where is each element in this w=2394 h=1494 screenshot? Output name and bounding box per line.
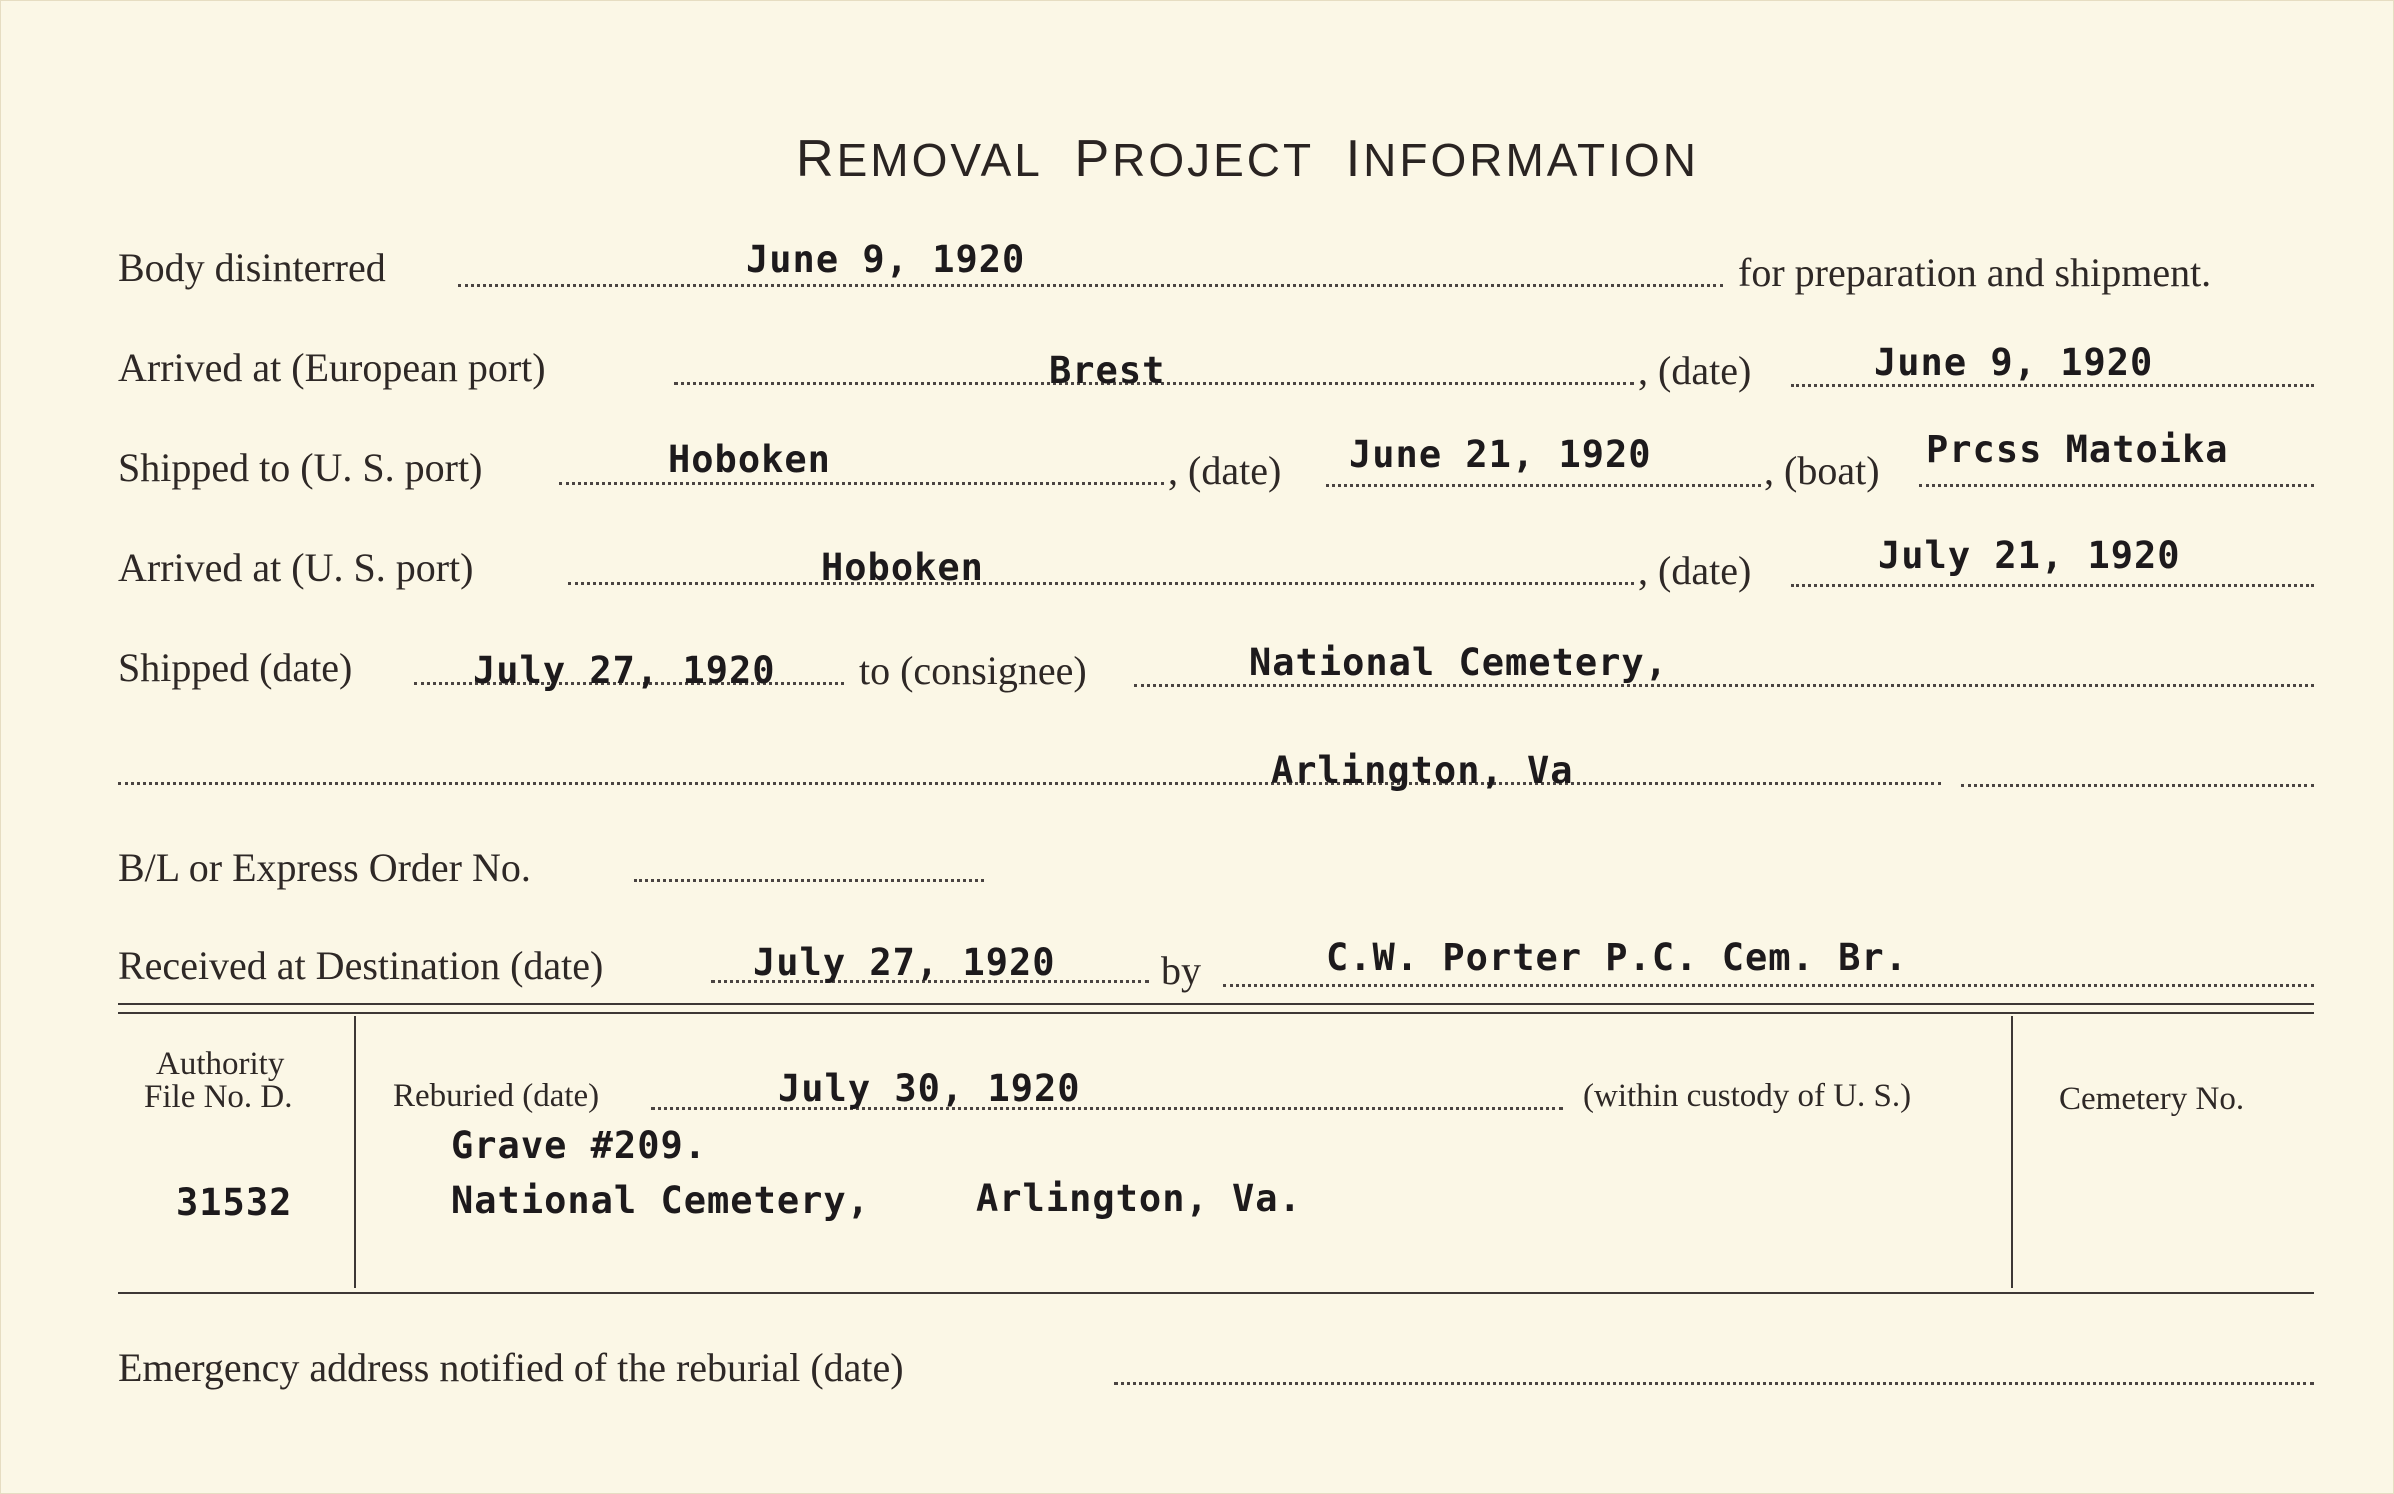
- reburied-label: Reburied (date): [393, 1078, 600, 1114]
- page-title: [796, 129, 1699, 189]
- authority-label-2: File No. D.: [144, 1079, 293, 1115]
- reburial-location: National Cemetery,: [451, 1179, 870, 1222]
- shipped-us-port: Hoboken: [668, 438, 831, 481]
- received-by-label: by: [1161, 948, 1201, 993]
- arrived-us-label: Arrived at (U. S. port): [118, 545, 474, 590]
- authority-label-1: Authority: [156, 1046, 285, 1082]
- arrived-us-date-label: , (date): [1638, 548, 1752, 593]
- divider-top-2: [118, 1012, 2314, 1014]
- consignee-value: National Cemetery,: [1249, 641, 1668, 684]
- title-char: P: [1074, 130, 1113, 188]
- arrived-us-date: July 21, 1920: [1878, 534, 2181, 577]
- body-disinterred-line: [458, 284, 1723, 287]
- arrived-european-date-line: [1791, 384, 2314, 387]
- body-disinterred-value: June 9, 1920: [746, 238, 1026, 281]
- authority-file-no: 31532: [176, 1181, 293, 1224]
- shipped-us-line: [559, 482, 1164, 485]
- bl-order-label: B/L or Express Order No.: [118, 845, 531, 890]
- column-divider-left: [354, 1016, 356, 1288]
- received-date: July 27, 1920: [753, 941, 1056, 984]
- bl-order-line: [634, 879, 984, 882]
- arrived-european-port: Brest: [1049, 349, 1166, 392]
- shipped-date: July 27, 1920: [473, 649, 776, 692]
- shipped-date-label: Shipped (date): [118, 645, 353, 690]
- arrived-european-label: Arrived at (European port): [118, 345, 546, 390]
- emergency-line: [1114, 1382, 2314, 1385]
- shipped-us-boat-line: [1919, 484, 2314, 487]
- consignee-line: [1134, 684, 2314, 687]
- arrived-us-date-line: [1791, 584, 2314, 587]
- divider-bottom: [118, 1292, 2314, 1294]
- grave-number: Grave #209.: [451, 1124, 708, 1167]
- shipped-us-boat: Prcss Matoika: [1926, 428, 2229, 471]
- consignee-value-2: Arlington, Va: [1271, 749, 1574, 792]
- consignee-label: to (consignee): [859, 648, 1087, 693]
- shipped-us-label: Shipped to (U. S. port): [118, 445, 483, 490]
- arrived-european-date-label: , (date): [1638, 348, 1752, 393]
- arrived-us-line: [568, 582, 1634, 585]
- received-by-line: [1223, 984, 2314, 987]
- shipped-us-date: June 21, 1920: [1349, 433, 1652, 476]
- emergency-label: Emergency address notified of the reburial (date): [118, 1345, 904, 1390]
- shipped-us-date-label: , (date): [1168, 448, 1282, 493]
- consignee-line-2b: [1961, 784, 2314, 787]
- cemetery-no-label: Cemetery No.: [2059, 1081, 2245, 1117]
- shipped-us-date-line: [1326, 484, 1761, 487]
- received-by: C.W. Porter P.C. Cem. Br.: [1326, 936, 1908, 979]
- title-char: I: [1345, 130, 1364, 188]
- title-word: ROJECT: [1112, 134, 1315, 186]
- arrived-european-date: June 9, 1920: [1874, 341, 2154, 384]
- column-divider-right: [2011, 1016, 2013, 1288]
- title-word: EMOVAL: [836, 134, 1043, 186]
- shipped-us-boat-label: , (boat): [1764, 448, 1880, 493]
- reburial-city: Arlington, Va.: [976, 1177, 1302, 1220]
- received-label: Received at Destination (date): [118, 943, 604, 988]
- custody-note: (within custody of U. S.): [1583, 1078, 1912, 1114]
- reburied-date: July 30, 1920: [778, 1067, 1081, 1110]
- arrived-us-port: Hoboken: [821, 546, 984, 589]
- title-char: R: [796, 130, 837, 188]
- title-word: NFORMATION: [1363, 134, 1699, 186]
- body-disinterred-label: Body disinterred: [118, 245, 386, 290]
- consignee-line-2: [118, 782, 1941, 785]
- divider-top: [118, 1003, 2314, 1005]
- body-disinterred-suffix: for preparation and shipment.: [1738, 250, 2212, 295]
